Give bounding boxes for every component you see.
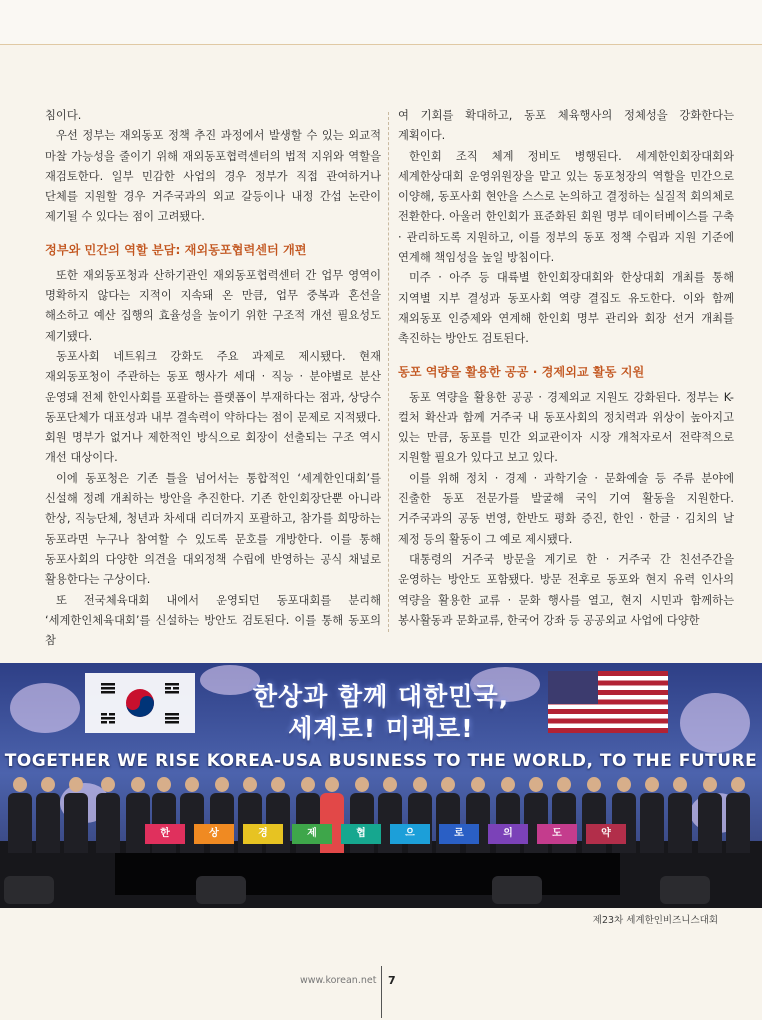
- slogan-tile: 한: [145, 824, 185, 844]
- slogan-tile: 제: [292, 824, 332, 844]
- body-paragraph: 미주 · 아주 등 대륙별 한인회장대회와 한상대회 개최를 통해 지역별 지부 결성과 동포사회 역량 결집도 유도한다. 이와 함께 재외동포 인증제와 연계해 한인회 명부 관리와 회장 선거 개최를 촉진하는 방안도 검토된다.: [398, 271, 734, 346]
- slogan-tiles: [145, 824, 626, 844]
- column-divider: [388, 112, 389, 632]
- event-photo: [0, 663, 762, 908]
- body-paragraph: 동포사회 네트워크 강화도 주요 과제로 제시됐다. 현재 재외동포청이 주관하는 동포 행사가 세대 · 직능 · 분야별로 분산 운영돼 전체 한인사회를 포괄하는 플랫폼이 부재하다는 점과, 상당수 동포단체가 대표성과 내부 결속력이 약하다는 점이 문제로 지적됐다. 회원 명부가 없거나 제한적인 방식으로 회장이 선출되는 구조 역시 개선 대상이다.: [45, 349, 381, 465]
- body-paragraph: 또 전국체육대회 내에서 운영되던 동포대회를 분리해 ‘세계한인체육대회’를 신설하는 방안도 검토된다. 이를 통해 동포의 참: [45, 593, 381, 648]
- page-number: 7: [388, 974, 396, 987]
- footer-site-url: www.korean.net: [300, 975, 377, 986]
- banner-title-line1: 한상과 함께 대한민국,: [252, 682, 510, 711]
- section-heading: 동포 역량을 활용한 공공 · 경제외교 활동 지원: [398, 364, 645, 379]
- slogan-tile: 협: [341, 824, 381, 844]
- body-paragraph: 또한 재외동포청과 산하기관인 재외동포협력센터 간 업무 영역이 명확하지 않다는 지적이 지속돼 온 만큼, 업무 중복과 혼선을 해소하고 예산 집행의 효율성을 높이기 위한 구조적 개선 필요성도 제기됐다.: [45, 268, 381, 343]
- official-figure: [96, 777, 120, 853]
- banner-title-line2: 세계로! 미래로!: [288, 714, 474, 743]
- section-heading: 정부와 민간의 역할 분담: 재외동포협력센터 개편: [45, 242, 307, 257]
- official-figure: [726, 777, 750, 853]
- article-column-right: [398, 106, 734, 631]
- official-figure: [640, 777, 664, 853]
- stage-speaker: [196, 876, 246, 904]
- body-paragraph: 이를 위해 정치 · 경제 · 과학기술 · 문화예술 등 주류 분야에 진출한 동포 전문가를 발굴해 국익 기여 활동을 지원한다. 거주국과의 공동 번영, 한반도 평화 증진, 한인 · 한글 · 김치의 날 제정 등의 활동이 그 예로 제시됐다.: [398, 471, 734, 546]
- slogan-tile: 도: [537, 824, 577, 844]
- body-paragraph: 이에 동포청은 기존 틀을 넘어서는 통합적인 ‘세계한인대회’를 신설해 정례 개최하는 방안을 추진한다. 기존 한인회장단뿐 아니라 한상, 직능단체, 청년과 차세대 리더까지 포괄하고, 참가를 희망하는 동포라면 누구나 참여할 수 있도록 문호를 개방한다. 이를 통해 동포사회의 다양한 의견을 대외정책 수립에 반영하는 공식 채널로 활용한다는 구상이다.: [45, 471, 381, 587]
- official-figure: [8, 777, 32, 853]
- body-paragraph: 대통령의 거주국 방문을 계기로 한 · 거주국 간 친선주간을 운영하는 방안도 포함됐다. 방문 전후로 동포와 현지 유력 인사의 역량을 활용한 교류 · 문화 행사를 열고, 현지 시민과 함께하는 봉사활동과 문화교류, 한국어 강좌 등 공공외교 사업에 다양한: [398, 552, 734, 627]
- slogan-tile: 상: [194, 824, 234, 844]
- body-paragraph: 우선 정부는 재외동포 정책 추진 과정에서 발생할 수 있는 외교적 마찰 가능성을 줄이기 위해 재외동포협력센터의 법적 지위와 역할을 재검토한다. 일부 민감한 사업의 경우 정부가 직접 관여하거나 단체를 지원할 경우 거주국과의 외교 갈등이나 내정 간섭 논란이 제기될 수 있다는 점이 고려됐다.: [45, 129, 381, 224]
- body-paragraph: 침이다.: [45, 109, 82, 122]
- stage-speaker: [660, 876, 710, 904]
- official-figure: [698, 777, 722, 853]
- slogan-tile: 경: [243, 824, 283, 844]
- photo-caption: 제23차 세계한인비즈니스대회: [592, 915, 718, 926]
- body-paragraph: 동포 역량을 활용한 공공 · 경제외교 지원도 강화된다. 정부는 K-컬처 확산과 함께 거주국 내 동포사회의 정치력과 위상이 높아지고 있는 만큼, 동포를 민간 외교관이자 시장 개척자로서 전략적으로 지원할 필요가 있다고 보고 있다.: [398, 390, 734, 465]
- banner-english-slogan: TOGETHER WE RISE KOREA-USA BUSINESS TO THE WORLD, TO THE FUTURE: [4, 751, 758, 771]
- header-band: [0, 0, 762, 44]
- body-paragraph: 여 기회를 확대하고, 동포 체육행사의 정체성을 강화한다는 계획이다.: [398, 109, 734, 143]
- ceremony-table: [115, 853, 620, 895]
- footer-divider: [381, 966, 382, 1018]
- slogan-tile: 로: [439, 824, 479, 844]
- official-figure: [64, 777, 88, 853]
- stage-speaker: [492, 876, 542, 904]
- slogan-tile: 으: [390, 824, 430, 844]
- slogan-tile: 약: [586, 824, 626, 844]
- official-figure: [668, 777, 692, 853]
- stage-speaker: [4, 876, 54, 904]
- article-column-left: [45, 106, 381, 651]
- slogan-tile: 의: [488, 824, 528, 844]
- official-figure: [36, 777, 60, 853]
- header-rule: [0, 44, 762, 45]
- body-paragraph: 한인회 조직 체계 정비도 병행된다. 세계한인회장대회와 세계한상대회 운영위원장을 맡고 있는 동포청장의 역할을 민간으로 이양해, 동포사회 현안을 스스로 논의하고 결정하는 실질적 회의체로 전환한다. 아울러 한인회가 표준화된 회원 명부 데이터베이스를 구축 · 관리하도록 지원하고, 이를 정부의 동포 정책 수립과 지원 기준에 연계해 책임성을 높일 방침이다.: [398, 149, 734, 265]
